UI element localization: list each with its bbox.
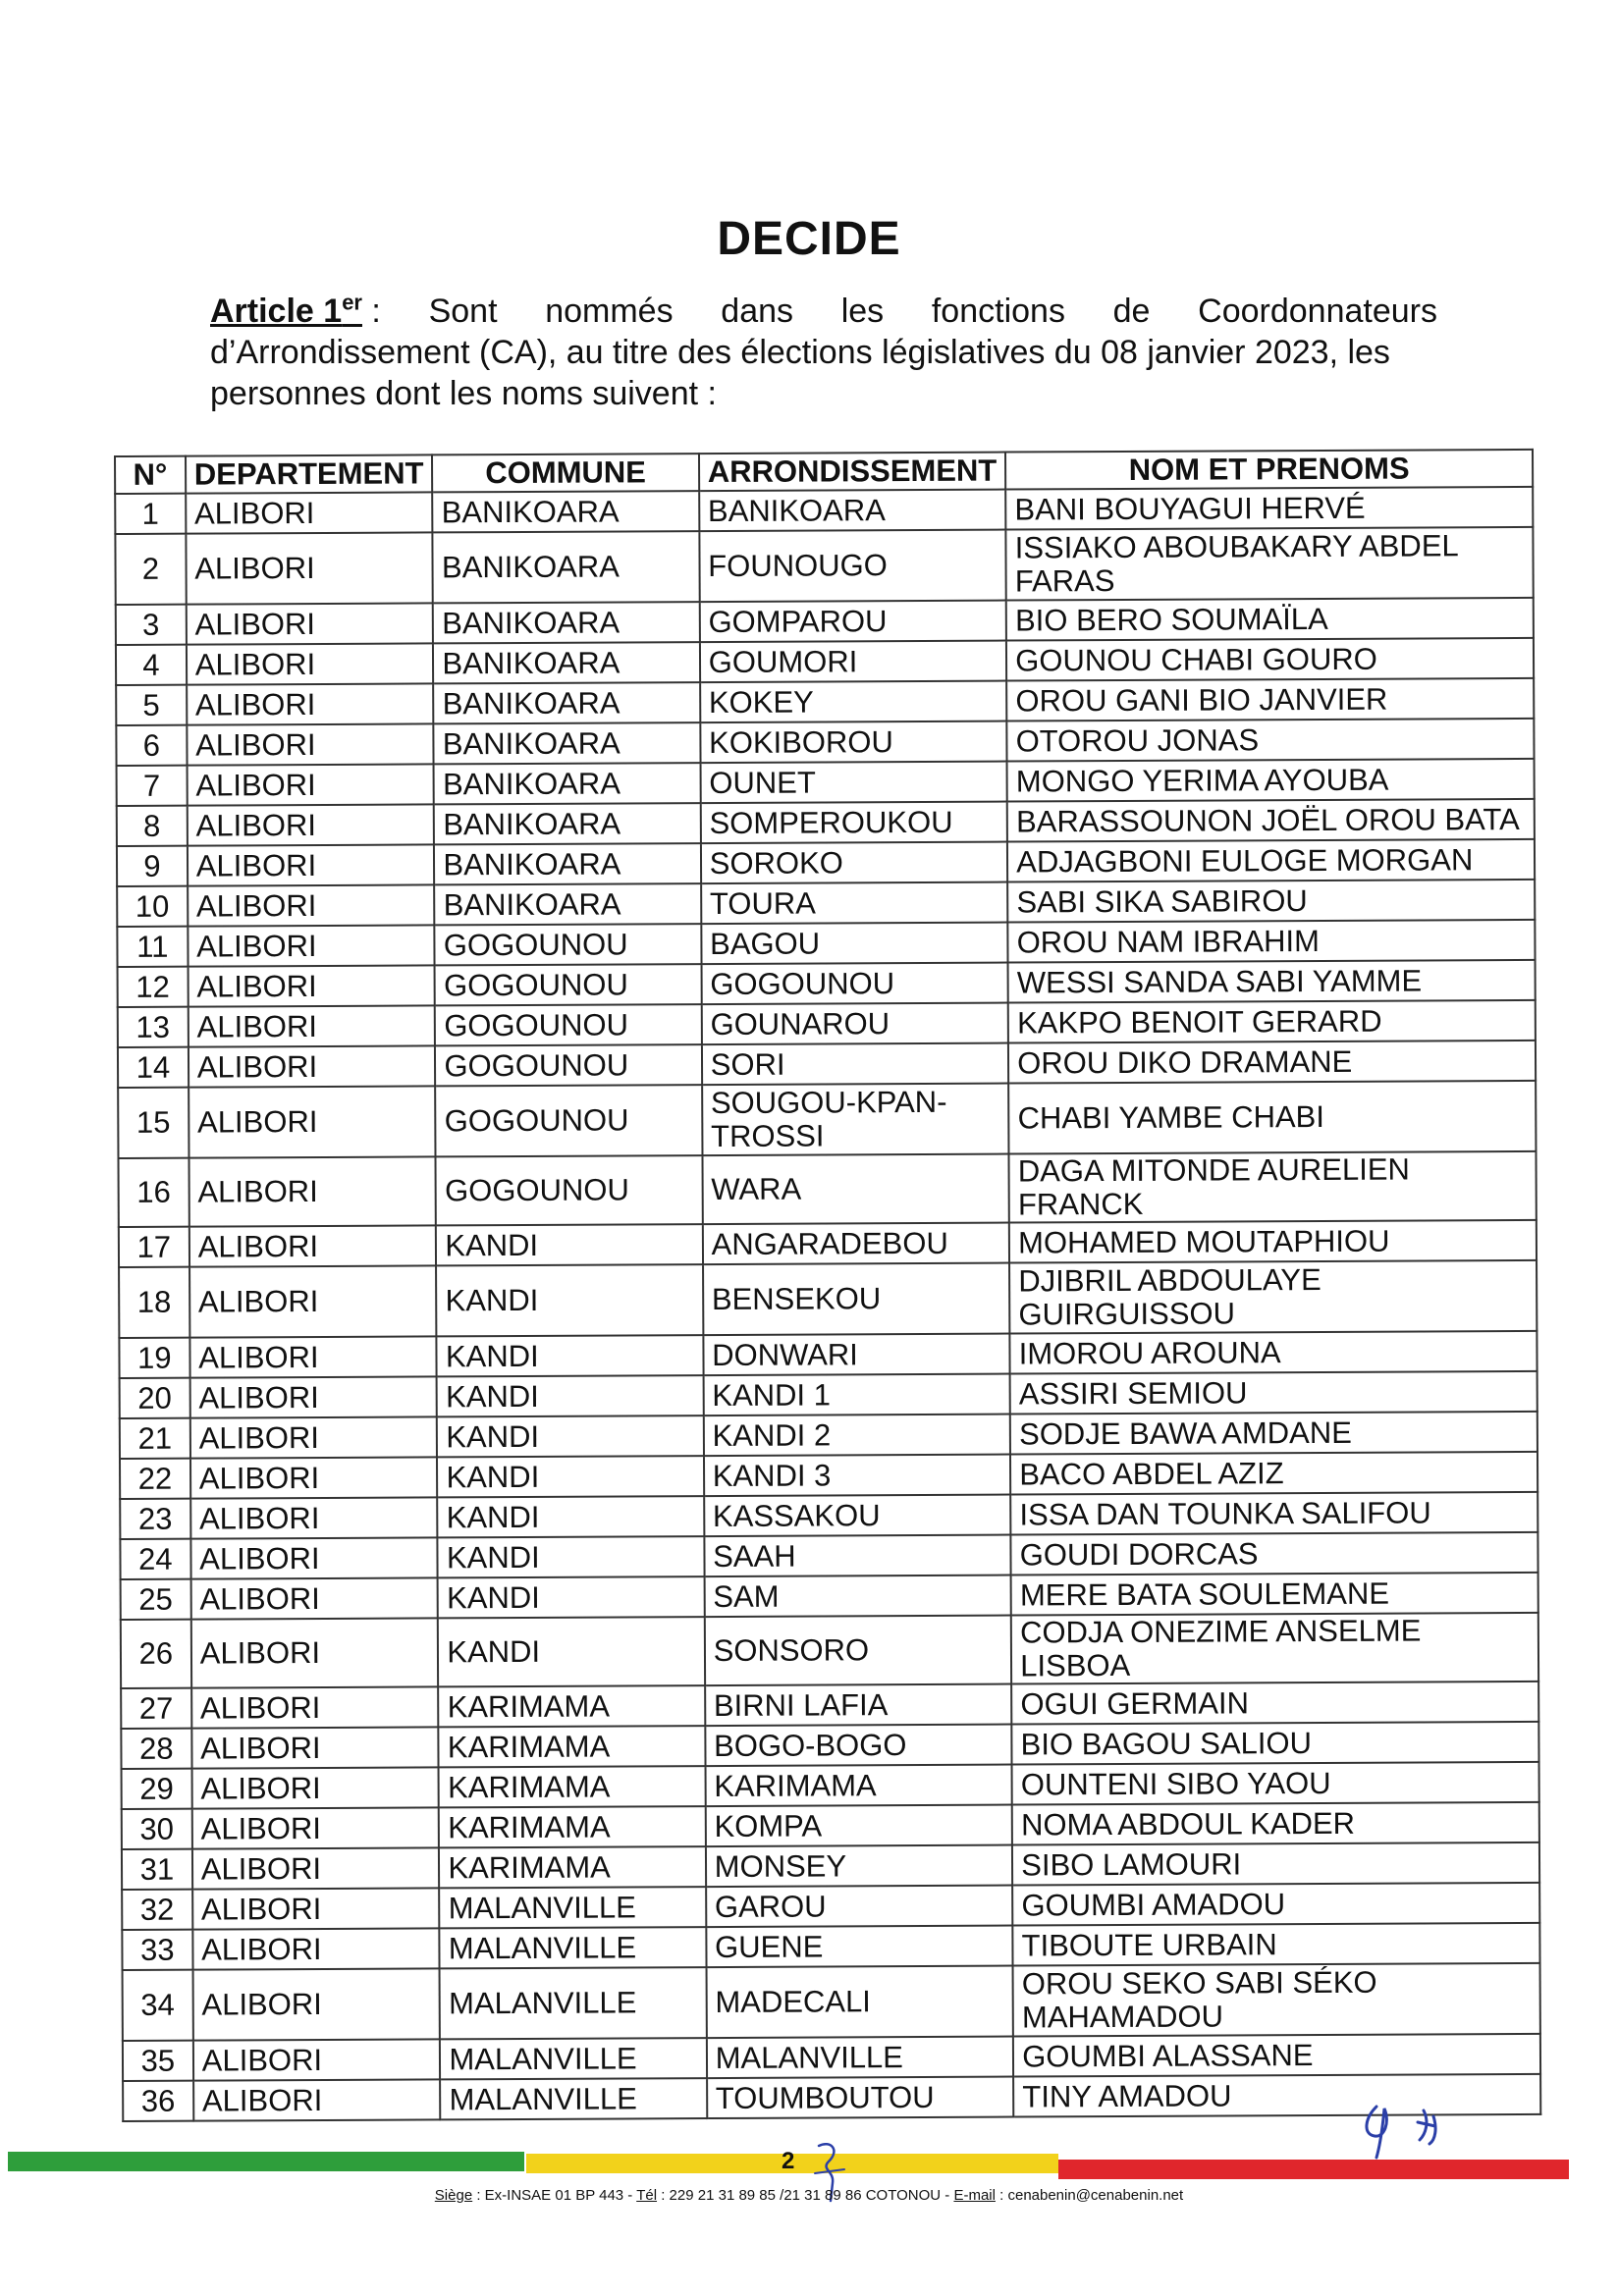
cell-commune: KARIMAMA: [439, 1806, 705, 1847]
cell-arrondissement: GOMPAROU: [699, 601, 1006, 643]
article-label-sup: er: [342, 290, 362, 315]
cell-department: ALIBORI: [189, 1156, 436, 1226]
cell-number: 15: [118, 1088, 189, 1158]
cell-commune: KANDI: [438, 1617, 705, 1686]
cell-department: ALIBORI: [190, 1416, 438, 1458]
table-row: [122, 1883, 1539, 1930]
cell-number: 17: [119, 1227, 189, 1267]
table-row: [120, 1532, 1537, 1579]
cell-commune: KANDI: [438, 1576, 704, 1618]
cell-name: GOUMBI ALASSANE: [1013, 2034, 1540, 2077]
cell-name: TIBOUTE URBAIN: [1013, 1923, 1540, 1966]
cell-arrondissement: MALANVILLE: [707, 2037, 1014, 2079]
table-row: [120, 1452, 1537, 1499]
cell-department: ALIBORI: [192, 1968, 440, 2040]
cell-arrondissement: WARA: [702, 1154, 1009, 1225]
cell-number: 22: [120, 1459, 190, 1499]
cell-name: BIO BAGOU SALIOU: [1012, 1722, 1539, 1765]
table-row: [116, 678, 1534, 725]
cell-number: 14: [118, 1047, 189, 1088]
cell-arrondissement: KARIMAMA: [705, 1765, 1012, 1807]
cell-number: 1: [115, 494, 186, 534]
footer-siege-label: Siège: [434, 2187, 473, 2204]
cell-name: DJIBRIL ABDOULAYE GUIRGUISSOU: [1009, 1260, 1537, 1334]
flag-stripe-red: [1058, 2160, 1569, 2179]
cell-number: 21: [120, 1418, 190, 1459]
cell-number: 3: [116, 605, 187, 645]
cell-department: ALIBORI: [191, 1727, 439, 1768]
cell-commune: KANDI: [436, 1264, 703, 1336]
table-row: [115, 487, 1533, 534]
cell-name: NOMA ABDOUL KADER: [1012, 1802, 1539, 1845]
table-row: [118, 1000, 1536, 1047]
table-row: [117, 880, 1535, 927]
cell-arrondissement: SAM: [704, 1575, 1011, 1618]
article-label: [210, 290, 362, 330]
cell-commune: KARIMAMA: [439, 1685, 705, 1727]
cell-name: WESSI SANDA SABI YAMME: [1008, 960, 1536, 1003]
cell-number: 20: [120, 1378, 190, 1418]
cell-number: 9: [117, 846, 188, 886]
table-row: [118, 960, 1536, 1007]
cell-number: 35: [123, 2041, 193, 2081]
cell-number: 32: [122, 1890, 192, 1930]
header-name: NOM ET PRENOMS: [1005, 450, 1533, 490]
header-number: N°: [115, 456, 186, 494]
cell-department: ALIBORI: [190, 1577, 438, 1619]
cell-department: ALIBORI: [189, 1225, 437, 1266]
cell-number: 36: [123, 2081, 193, 2121]
cell-department: ALIBORI: [187, 643, 434, 684]
cell-department: ALIBORI: [189, 1336, 437, 1377]
cell-department: ALIBORI: [188, 965, 435, 1006]
cell-department: ALIBORI: [187, 683, 434, 724]
cell-number: 27: [121, 1688, 191, 1729]
cell-number: 16: [118, 1158, 189, 1227]
cell-department: ALIBORI: [188, 884, 435, 926]
cell-name: BANI BOUYAGUI HERVÉ: [1005, 487, 1533, 530]
header-commune: COMMUNE: [432, 454, 698, 492]
cell-name: MERE BATA SOULEMANE: [1011, 1573, 1538, 1616]
header-department: DEPARTEMENT: [186, 454, 433, 493]
cell-commune: GOGOUNOU: [435, 1004, 701, 1045]
cell-department: ALIBORI: [190, 1537, 438, 1578]
cell-commune: KARIMAMA: [439, 1726, 705, 1767]
cell-commune: MALANVILLE: [440, 1887, 706, 1928]
cell-commune: KARIMAMA: [439, 1846, 705, 1888]
table-row: [122, 1842, 1539, 1890]
cell-department: ALIBORI: [192, 1928, 440, 1969]
cell-name: BARASSOUNON JOËL OROU BATA: [1007, 799, 1535, 842]
cell-commune: KANDI: [437, 1335, 703, 1376]
cell-commune: BANIKOARA: [433, 531, 700, 603]
cell-number: 34: [123, 1970, 193, 2041]
cell-commune: BANIKOARA: [434, 763, 700, 804]
cell-arrondissement: SOROKO: [701, 842, 1008, 884]
cell-number: 12: [118, 967, 189, 1007]
article-word: les: [840, 293, 885, 330]
cell-arrondissement: MONSEY: [706, 1845, 1013, 1888]
cell-department: ALIBORI: [192, 1807, 440, 1848]
cell-arrondissement: TOURA: [701, 882, 1008, 925]
cell-name: SIBO LAMOURI: [1012, 1842, 1539, 1886]
signature: [1355, 2101, 1483, 2160]
table-row: [118, 1041, 1536, 1088]
cell-department: ALIBORI: [191, 1767, 439, 1808]
cell-arrondissement: DONWARI: [703, 1334, 1010, 1376]
cell-arrondissement: BANIKOARA: [699, 490, 1006, 532]
cell-arrondissement: OUNET: [700, 762, 1007, 804]
cell-name: ISSA DAN TOUNKA SALIFOU: [1010, 1492, 1537, 1535]
cell-number: 29: [122, 1769, 192, 1809]
cell-commune: MALANVILLE: [440, 2038, 706, 2079]
cell-department: ALIBORI: [190, 1457, 438, 1498]
cell-department: ALIBORI: [188, 844, 435, 885]
table-row: [118, 1151, 1536, 1227]
cell-commune: MALANVILLE: [440, 1967, 707, 2039]
cell-number: 5: [116, 685, 187, 725]
cell-arrondissement: BENSEKOU: [703, 1263, 1010, 1336]
table-row: [119, 1260, 1537, 1338]
cell-number: 18: [119, 1267, 189, 1338]
article-word: de: [1112, 293, 1151, 330]
cell-department: ALIBORI: [189, 1005, 436, 1046]
table-row: [121, 1573, 1538, 1620]
table-row: [117, 799, 1535, 846]
cell-arrondissement: MADECALI: [706, 1966, 1013, 2039]
table-row: [116, 598, 1534, 645]
cell-number: 6: [116, 725, 187, 766]
cell-department: ALIBORI: [189, 1376, 437, 1417]
table-body: [115, 487, 1540, 2121]
cell-department: ALIBORI: [187, 723, 434, 765]
table-row: [122, 1762, 1539, 1809]
cell-name: ASSIRI SEMIOU: [1010, 1371, 1537, 1415]
cell-department: ALIBORI: [186, 492, 433, 533]
cell-arrondissement: SOMPEROUKOU: [700, 802, 1007, 844]
cell-commune: KANDI: [436, 1224, 702, 1265]
article-word: fonctions: [931, 293, 1065, 330]
cell-name: BACO ABDEL AZIZ: [1010, 1452, 1537, 1495]
article-line-1: [210, 291, 1437, 332]
header-arrondissement: ARRONDISSEMENT: [699, 453, 1006, 492]
cell-number: 2: [115, 534, 186, 605]
cell-name: GOUMBI AMADOU: [1012, 1883, 1539, 1926]
cell-commune: BANIKOARA: [435, 883, 701, 925]
cell-commune: BANIKOARA: [433, 602, 699, 643]
table-row: [121, 1722, 1538, 1769]
footer-tel-value: : 229 21 31 89 85 /21 31 89 86 COTONOU -: [657, 2187, 954, 2204]
cell-department: ALIBORI: [192, 1847, 440, 1889]
cell-arrondissement: KANDI 1: [703, 1374, 1010, 1416]
article-word: nommés: [545, 293, 674, 330]
cell-commune: MALANVILLE: [441, 2078, 707, 2119]
cell-arrondissement: GOUNAROU: [701, 1003, 1008, 1045]
footer-contact: [0, 2187, 1618, 2204]
cell-arrondissement: KANDI 2: [703, 1415, 1010, 1457]
cell-arrondissement: BAGOU: [701, 923, 1008, 965]
cell-commune: GOGOUNOU: [436, 1155, 703, 1225]
table-row: [117, 920, 1535, 967]
cell-arrondissement: GAROU: [706, 1886, 1013, 1928]
cell-arrondissement: GOUMORI: [700, 641, 1007, 683]
cell-commune: KARIMAMA: [439, 1766, 705, 1807]
cell-department: ALIBORI: [188, 804, 435, 845]
cell-commune: BANIKOARA: [433, 491, 699, 532]
cell-department: ALIBORI: [193, 2039, 441, 2080]
cell-commune: KANDI: [438, 1536, 704, 1577]
cell-name: GOUNOU CHABI GOURO: [1006, 638, 1534, 681]
cell-number: 8: [117, 806, 188, 846]
article-colon: :: [361, 293, 381, 330]
cell-commune: KANDI: [437, 1375, 703, 1416]
table-row: [123, 2074, 1540, 2121]
cell-commune: BANIKOARA: [434, 682, 700, 723]
cell-number: 26: [121, 1620, 191, 1688]
table-row: [121, 1682, 1538, 1729]
cell-number: 7: [117, 766, 188, 806]
coordinators-table: [114, 449, 1541, 2122]
cell-arrondissement: KASSAKOU: [704, 1495, 1011, 1537]
footer-siege-value: : Ex-INSAE 01 BP 443 -: [472, 2187, 637, 2204]
cell-number: 30: [122, 1809, 192, 1849]
cell-name: CHABI YAMBE CHABI: [1008, 1081, 1536, 1154]
cell-name: OUNTENI SIBO YAOU: [1012, 1762, 1539, 1805]
cell-department: ALIBORI: [188, 925, 435, 966]
cell-commune: GOGOUNOU: [435, 1044, 701, 1086]
cell-name: KAKPO BENOIT GERARD: [1008, 1000, 1536, 1043]
cell-name: IMOROU AROUNA: [1010, 1331, 1537, 1374]
table-row: [119, 1220, 1537, 1267]
table-row: [118, 1081, 1536, 1158]
cell-commune: BANIKOARA: [434, 803, 700, 844]
cell-commune: KANDI: [437, 1415, 703, 1457]
cell-commune: GOGOUNOU: [436, 1085, 703, 1156]
cell-department: ALIBORI: [189, 1045, 436, 1087]
cell-arrondissement: GUENE: [706, 1926, 1013, 1968]
table-row: [117, 839, 1535, 886]
article-word: dans: [721, 293, 794, 330]
cell-department: ALIBORI: [192, 1888, 440, 1929]
cell-arrondissement: SOUGOU-KPAN-TROSSI: [702, 1084, 1009, 1156]
cell-commune: BANIKOARA: [434, 722, 700, 764]
cell-arrondissement: ANGARADEBOU: [703, 1223, 1010, 1265]
footer-tel-label: Tél: [636, 2187, 658, 2204]
table-row: [122, 1802, 1539, 1849]
cell-name: BIO BERO SOUMAÏLA: [1006, 598, 1534, 641]
article-line-3: personnes dont les noms suivent :: [210, 375, 717, 412]
cell-arrondissement: SORI: [702, 1043, 1009, 1086]
cell-number: 28: [121, 1729, 191, 1769]
cell-commune: KANDI: [437, 1456, 703, 1497]
cell-name: OTOROU JONAS: [1007, 719, 1535, 762]
table-row: [122, 1923, 1539, 1970]
cell-number: 10: [117, 886, 188, 927]
cell-commune: MALANVILLE: [440, 1927, 706, 1968]
cell-number: 24: [120, 1539, 190, 1579]
cell-arrondissement: KANDI 3: [704, 1455, 1011, 1497]
cell-arrondissement: BOGO-BOGO: [705, 1725, 1012, 1767]
page-number: 2: [782, 2148, 795, 2174]
footer-email-label: E-mail: [953, 2187, 996, 2204]
table-row: [117, 759, 1535, 806]
cell-commune: KANDI: [438, 1496, 704, 1537]
cell-arrondissement: KOKIBOROU: [700, 721, 1007, 764]
cell-name: MONGO YERIMA AYOUBA: [1007, 759, 1535, 802]
cell-name: TINY AMADOU: [1013, 2074, 1540, 2117]
article-word: Coordonnateurs: [1198, 293, 1437, 330]
cell-department: ALIBORI: [191, 1686, 439, 1728]
flag-stripe-green: [8, 2152, 524, 2171]
cell-name: OROU NAM IBRAHIM: [1008, 920, 1536, 963]
cell-department: ALIBORI: [187, 764, 434, 805]
cell-name: OROU DIKO DRAMANE: [1008, 1041, 1536, 1084]
cell-department: ALIBORI: [187, 603, 434, 644]
table-row: [116, 719, 1534, 766]
table-row: [116, 638, 1534, 685]
cell-number: 11: [117, 927, 188, 967]
cell-commune: GOGOUNOU: [435, 964, 701, 1005]
cell-name: ADJAGBONI EULOGE MORGAN: [1007, 839, 1535, 882]
cell-number: 4: [116, 645, 187, 685]
cell-commune: BANIKOARA: [434, 843, 700, 884]
table-row: [119, 1331, 1537, 1378]
table-row: [123, 1963, 1540, 2041]
cell-arrondissement: SONSORO: [704, 1616, 1011, 1686]
article-paragraph: [210, 291, 1437, 414]
cell-number: 13: [118, 1007, 189, 1047]
cell-number: 31: [122, 1849, 192, 1890]
cell-arrondissement: BIRNI LAFIA: [705, 1684, 1012, 1727]
cell-department: ALIBORI: [189, 1265, 437, 1337]
cell-name: SABI SIKA SABIROU: [1007, 880, 1535, 923]
cell-name: OROU GANI BIO JANVIER: [1006, 678, 1534, 721]
cell-name: DAGA MITONDE AURELIEN FRANCK: [1009, 1151, 1537, 1223]
article-word: Sont: [428, 293, 498, 330]
cell-name: SODJE BAWA AMDANE: [1010, 1412, 1537, 1455]
cell-number: 25: [121, 1579, 191, 1620]
cell-arrondissement: GOGOUNOU: [701, 963, 1008, 1005]
cell-name: GOUDI DORCAS: [1011, 1532, 1538, 1575]
cell-number: 23: [120, 1499, 190, 1539]
cell-arrondissement: FOUNOUGO: [699, 530, 1006, 603]
table-row: [120, 1492, 1537, 1539]
cell-name: OGUI GERMAIN: [1011, 1682, 1538, 1725]
article-heading: [210, 291, 381, 332]
cell-commune: GOGOUNOU: [435, 924, 701, 965]
cell-commune: BANIKOARA: [433, 642, 699, 683]
table-row: [120, 1371, 1537, 1418]
cell-department: ALIBORI: [193, 2079, 441, 2120]
cell-name: CODJA ONEZIME ANSELME LISBOA: [1011, 1613, 1538, 1684]
article-line-2: d’Arrondissement (CA), au titre des élections législatives du 08 janvier 2023, les: [210, 334, 1390, 371]
cell-arrondissement: TOUMBOUTOU: [707, 2077, 1014, 2119]
article-label-text: Article 1: [210, 293, 343, 330]
cell-department: ALIBORI: [191, 1618, 439, 1687]
table-row: [121, 1613, 1538, 1688]
cell-department: ALIBORI: [186, 532, 433, 604]
cell-department: ALIBORI: [190, 1497, 438, 1538]
cell-arrondissement: SAAH: [704, 1535, 1011, 1577]
cell-number: 33: [122, 1930, 192, 1970]
table-row: [115, 527, 1533, 605]
cell-name: ISSIAKO ABOUBAKARY ABDEL FARAS: [1006, 527, 1534, 601]
cell-name: OROU SEKO SABI SÉKO MAHAMADOU: [1013, 1963, 1540, 2037]
cell-arrondissement: KOKEY: [700, 681, 1007, 723]
table-row: [123, 2034, 1540, 2081]
cell-arrondissement: KOMPA: [705, 1805, 1012, 1847]
footer-email-value: : cenabenin@cenabenin.net: [995, 2187, 1184, 2204]
cell-number: 19: [119, 1338, 189, 1378]
table-row: [120, 1412, 1537, 1459]
cell-name: MOHAMED MOUTAPHIOU: [1009, 1220, 1537, 1263]
cell-department: ALIBORI: [189, 1086, 436, 1157]
decision-title: DECIDE: [717, 213, 901, 265]
